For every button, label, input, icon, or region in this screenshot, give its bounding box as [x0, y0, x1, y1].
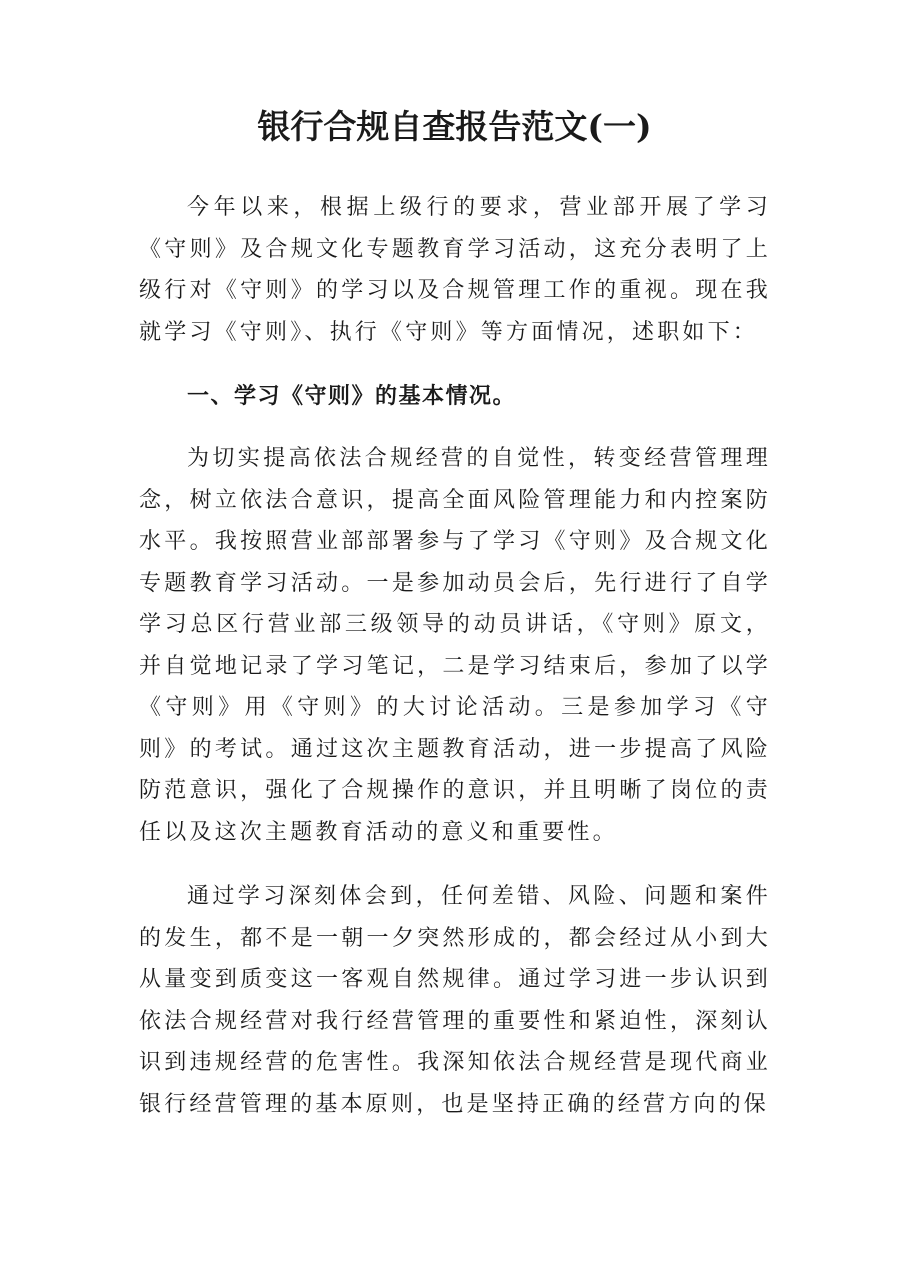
document-title: 银行合规自查报告范文(一): [257, 107, 652, 146]
section-body-paragraph-2: 通过学习深刻体会到，任何差错、风险、问题和案件的发生，都不是一朝一夕突然形成的，都会经过从小到大从量变到质变这一客观自然规律。通过学习进一步认识到依法合规经营对我行经营管理的重要性和紧迫性，深刻认识到违规经营的危害性。我深知依法合规经营是现代商业银行经营管理的基本原则，也是坚持正确的经营方向的保: [139, 884, 771, 1117]
section-body-paragraph: 为切实提高依法合规经营的自觉性，转变经营管理理念，树立依法合意识，提高全面风险管理能力和内控案防水平。我按照营业部部署参与了学习《守则》及合规文化专题教育学习活动。一是参加动员会后，先行进行了自学学习总区行营业部三级领导的动员讲话，《守则》原文，并自觉地记录了学习笔记，二是学习结束后，参加了以学《守则》用《守则》的大讨论活动。三是参加学习《守则》的考试。通过这次主题教育活动，进一步提高了风险防范意识，强化了合规操作的意识，并且明晰了岗位的责任以及这次主题教育活动的意义和重要性。: [139, 446, 771, 845]
section-heading: 一、学习《守则》的基本情况。: [187, 383, 517, 409]
intro-paragraph: 今年以来，根据上级行的要求，营业部开展了学习《守则》及合规文化专题教育学习活动，这充分表明了上级行对《守则》的学习以及合规管理工作的重视。现在我就学习《守则》、执行《守则》等方面情况，述职如下：: [139, 195, 771, 345]
